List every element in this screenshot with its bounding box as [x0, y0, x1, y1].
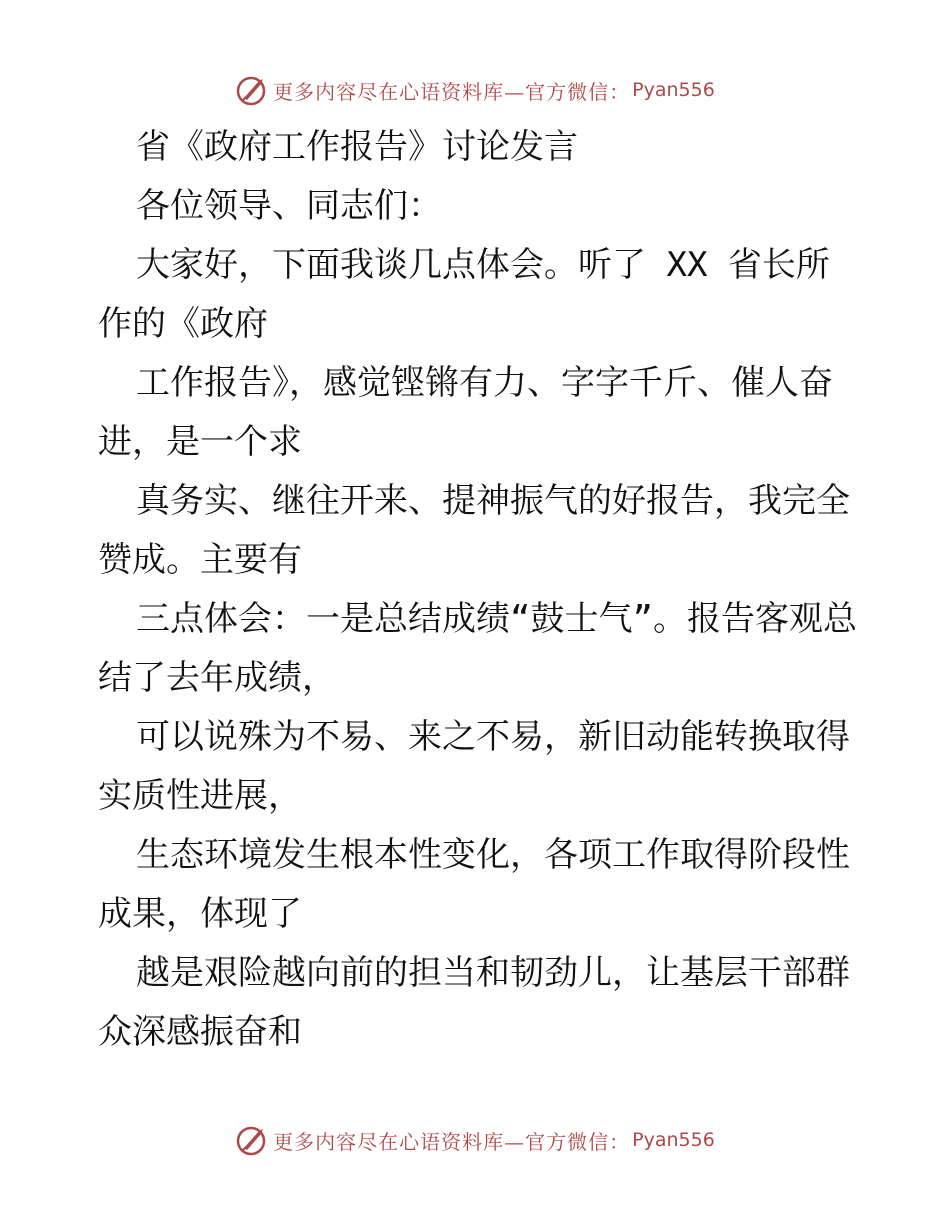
paragraph: 生态环境发生根本性变化，各项工作取得阶段性成果，体现了: [98, 835, 850, 934]
salutation: 各位领导、同志们：: [136, 186, 442, 226]
paragraph: 越是艰险越向前的担当和韧劲儿，让基层干部群众深感振奋和: [98, 953, 850, 1052]
watermark-text: 更多内容尽在心语资料库—官方微信：: [273, 1129, 631, 1154]
paragraph: 大家好，下面我谈几点体会。听了 XX 省长所作的《政府: [98, 245, 830, 344]
quill-pen-logo-icon: [235, 73, 269, 107]
watermark-wechat-id: Pyan556: [632, 79, 715, 101]
paragraph: 真务实、继往开来、提神振气的好报告，我完全赞成。主要有: [98, 481, 850, 580]
paragraph: 三点体会：一是总结成绩“鼓士气”。报告客观总结了去年成绩，: [98, 599, 857, 698]
footer-watermark: [0, 1120, 950, 1160]
watermark-text: 更多内容尽在心语资料库—官方微信：: [273, 79, 631, 104]
document-body: [98, 118, 858, 1062]
paragraph: 可以说殊为不易、来之不易，新旧动能转换取得实质性进展，: [98, 717, 850, 816]
document-title: 省《政府工作报告》讨论发言: [136, 127, 578, 167]
header-watermark: [0, 70, 950, 110]
quill-pen-logo-icon: [235, 1123, 269, 1157]
paragraph: 工作报告》，感觉铿锵有力、字字千斤、催人奋进，是一个求: [98, 363, 833, 462]
watermark-wechat-id: Pyan556: [632, 1129, 715, 1151]
